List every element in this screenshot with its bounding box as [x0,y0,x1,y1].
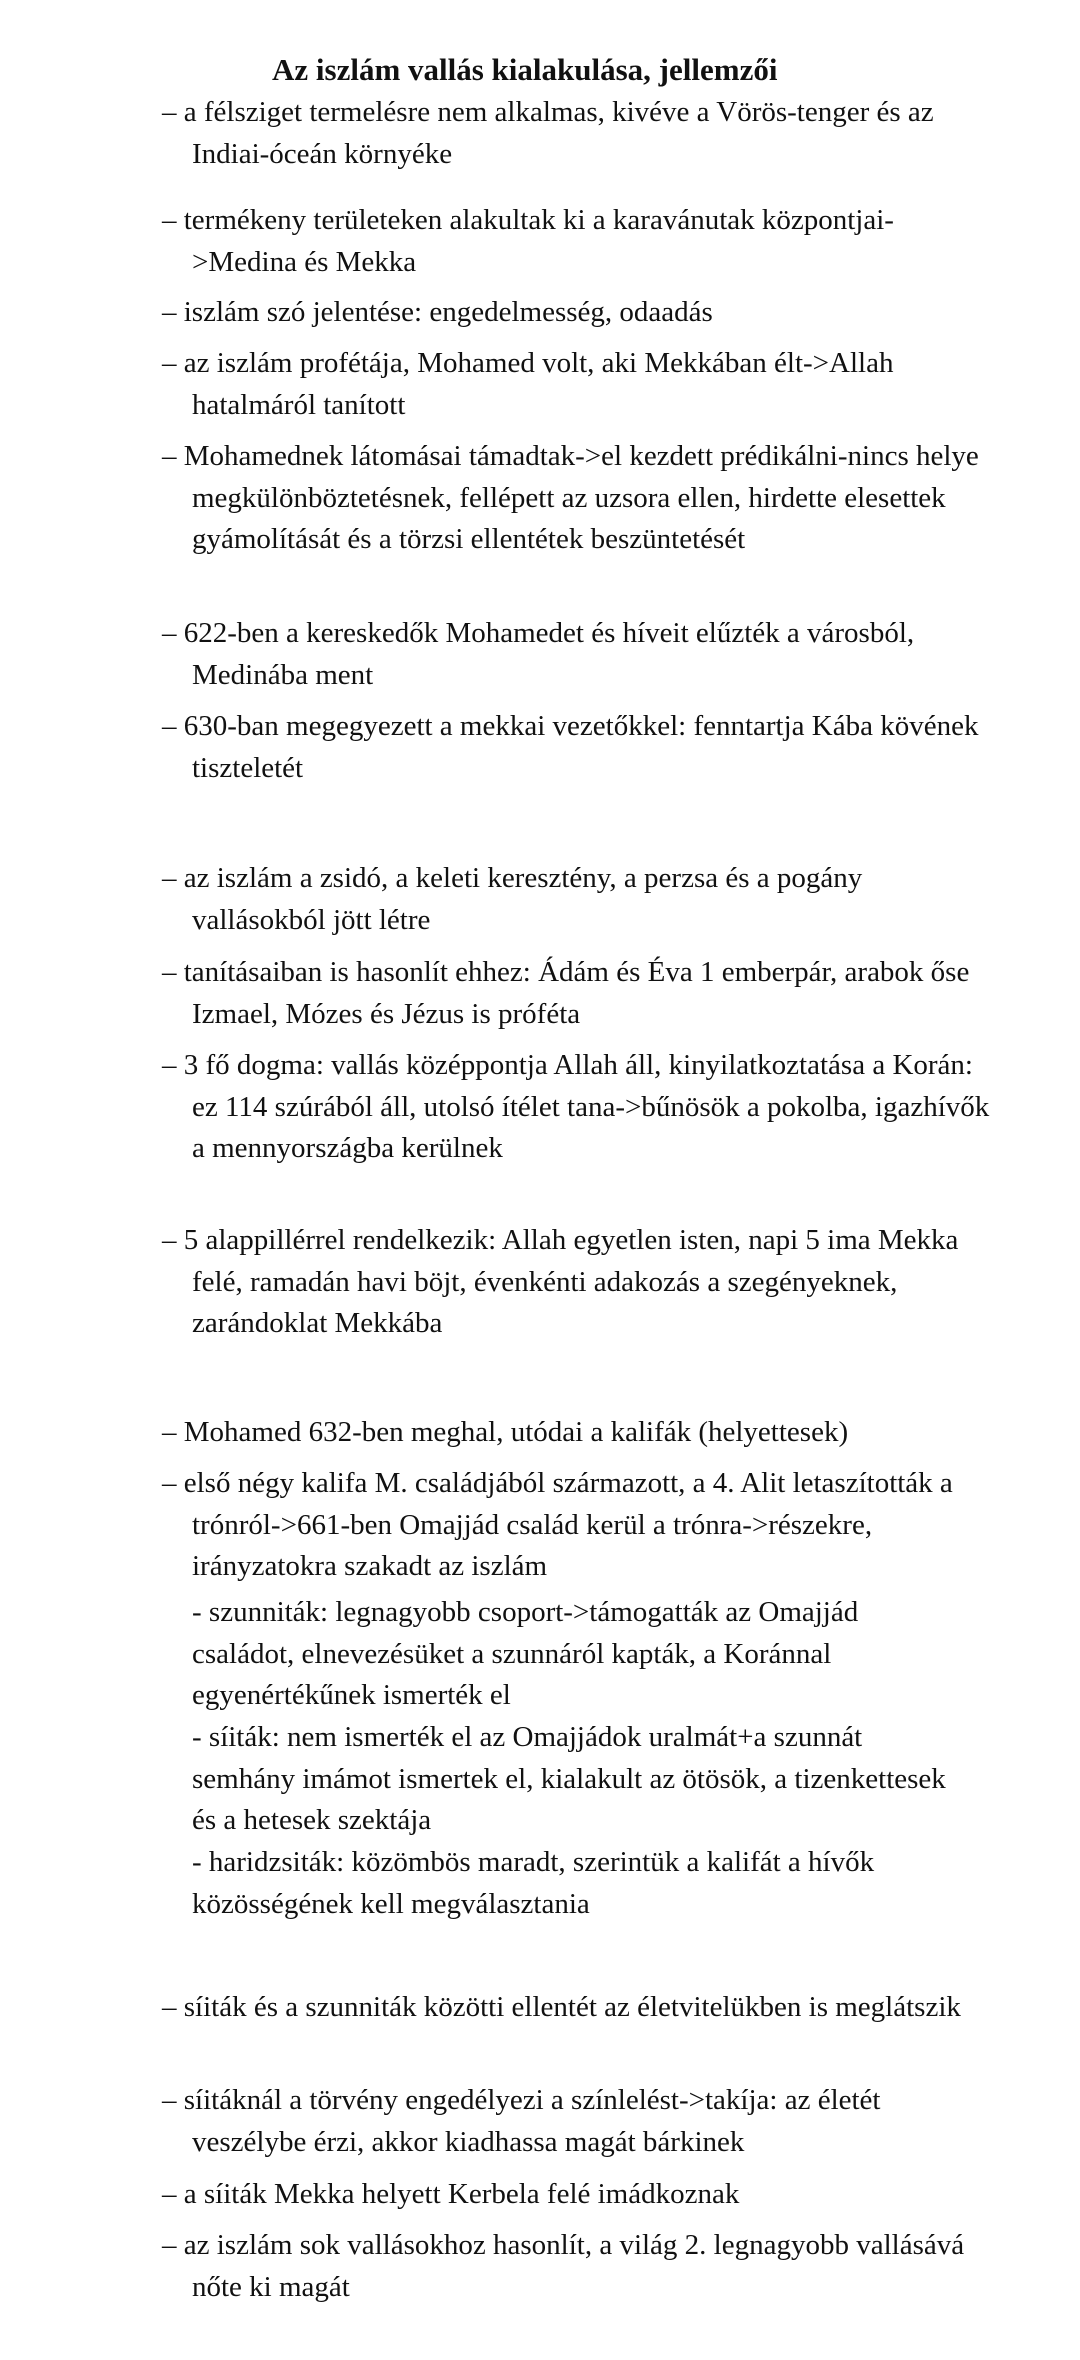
bullet-item: – a síiták Mekka helyett Kerbela felé imádkoznak [162,2178,740,2210]
sub-item: - síiták: nem ismerték el az Omajjádok uralmát+a szunnát semhány imámot ismertek el, kialakult az ötösök, a tizenkettesek és a hetesek szektája [192,1721,946,1836]
bullet-item: – tanításaiban is hasonlít ehhez: Ádám és Éva 1 emberpár, arabok őse Izmael, Mózes és Jézus is próféta [162,956,970,1030]
bullet-item: – 5 alappillérrel rendelkezik: Allah egyetlen isten, napi 5 ima Mekka felé, ramadán havi böjt, évenkénti adakozás a szegényeknek, zarándoklat Mekkába [162,1224,959,1339]
bullet-item: – termékeny területeken alakultak ki a karavánutak központjai->Medina és Mekka [162,204,894,278]
sub-item: - szunniták: legnagyobb csoport->támogatták az Omajjád családot, elnevezésüket a szunnáról kapták, a Koránnal egyenértékűnek ismerték el [192,1596,859,1711]
bullet-item: – síitáknál a törvény engedélyezi a színlelést->takíja: az életét veszélybe érzi, akkor kiadhassa magát bárkinek [162,2084,881,2158]
bullet-item: – 622-ben a kereskedők Mohamedet és híveit elűzték a városból, Medinába ment [162,617,915,691]
bullet-item: – 3 fő dogma: vallás középpontja Allah áll, kinyilatkoztatása a Korán: ez 114 szúrából áll, utolsó ítélet tana->bűnösök a pokolba, igazhívők a mennyországba kerülnek [162,1049,990,1164]
bullet-item: – Mohamed 632-ben meghal, utódai a kalifák (helyettesek) [162,1416,849,1448]
bullet-item: – az iszlám a zsidó, a keleti keresztény, a perzsa és a pogány vallásokból jött létre [162,862,863,936]
bullet-item: – síiták és a szunniták közötti ellentét az életvitelükben is meglátszik [162,1991,961,2023]
bullet-item: – az iszlám sok vallásokhoz hasonlít, a világ 2. legnagyobb vallásává nőte ki magát [162,2229,965,2303]
bullet-item: – 630-ban megegyezett a mekkai vezetőkkel: fenntartja Kába kövének tiszteletét [162,710,979,784]
bullet-item: – a félsziget termelésre nem alkalmas, kivéve a Vörös-tenger és az Indiai-óceán környéke [162,96,934,170]
sub-item: - haridzsiták: közömbös maradt, szerintük a kalifát a hívők közösségének kell megválasztania [192,1846,875,1920]
bullet-item: – Mohamednek látomásai támadtak->el kezdett prédikálni-nincs helye megkülönböztetésnek, fellépett az uzsora ellen, hirdette elesettek gyámolítását és a törzsi ellentétek beszüntetését [162,440,979,555]
bullet-item: – iszlám szó jelentése: engedelmesség, odaadás [162,296,713,328]
bullet-item: – első négy kalifa M. családjából származott, a 4. Alit letaszították a trónról->661-ben Omajjád család kerül a trónra->részekre, irányzatokra szakadt az iszlám [162,1467,953,1582]
document-title: Az iszlám vallás kialakulása, jellemzői [272,52,778,87]
bullet-item: – az iszlám profétája, Mohamed volt, aki Mekkában élt->Allah hatalmáról tanított [162,347,894,421]
